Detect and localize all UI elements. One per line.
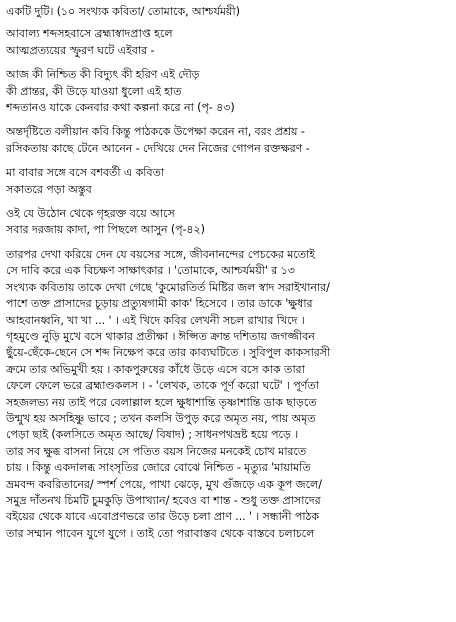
body-line: বইয়ের থেকে যাবে এবোপ্রণভরে তার উড়ে চলা প্রাণ ... ' । সন্ধানী পাঠক	[6, 510, 320, 524]
body-line: পেড়া ছাই (কলসিতে অমৃত আছে/ বিষাদ) ; সাধনপথভ্রষ্ট হয়ে পড়ে ।	[6, 428, 299, 442]
body-line: ফেলে ফেলে ভরে ব্রহ্মাণ্ডকলস । - 'লেখক, তাকে পূর্ণ করো ঘটে' । পূর্ণতা	[6, 379, 319, 393]
quote-line: আজ কী নিশ্চিত কী বিদ্যুৎ কী হরিণ এই দৌড়	[6, 68, 200, 82]
quote-line: কী প্রান্তর, কী উড়ে যাওয়া ধুলো এই হাত	[6, 84, 182, 98]
quote-line: মা বাবার সঙ্গে বসে বশবর্তী এ কবিতা	[6, 166, 165, 180]
heading-line: একটি দুটি। (১০ সংখ্যক কবিতা/ তোমাকে, আশ্চর্যময়ী)	[6, 5, 240, 18]
quote-block-2	[6, 67, 450, 116]
body-line: ছুঁয়ে-ছেঁকে-ছেনে সে শব্দ নিক্ষেপ করে তার কাব্যঘটিতে । সুবিপুল কাকসারসী	[6, 346, 331, 360]
body-line: সমুদ্র দাঁতনখ চিমটি চুমকুড়ি উপাখ্যান/ হবেও বা শান্ত - শুধু তক্ত প্রাসাদের	[6, 493, 321, 507]
quote-line: সবার দরজায় কাদা, পা পিছলে আসুন (পৃ-৪২)	[6, 223, 205, 237]
body-line: উন্মুখ হয় অসহিষ্ণু ভাবে ; তখন কলসি উপুড় করে অমৃত নয়, পায় অমৃত	[6, 411, 316, 425]
body-line: সহজলভ্য নয় তাই পরে বেলাল্লাল হলে ক্ষুধাশান্তি তৃষ্ণাশান্তি ডাক ছাড়তে	[6, 395, 317, 409]
quote-line: ওই যে উঠোন থেকে গৃহরক্ত বয়ে আসে	[6, 207, 175, 221]
body-line: গৃহমুণ্ডে নুড়ি মুখে বসে থাকার প্রতীক্ষা । ঈপ্সিত ক্রান্ত দশিতায় জগজ্জীবন	[6, 329, 315, 343]
quote-line: সকাতরে পড়া অস্তুব	[6, 182, 92, 196]
body-line: সে দাবি করে এক বিচক্ষণ সাক্ষাৎকার । 'তোমাকে, আশ্চর্যময়ী' র ১৩	[6, 264, 295, 278]
body-line: ভ্রমবন্দ কবরিতানের/ স্পর্শ পেয়ে, পাখা ঝেড়ে, মুখ গুঁজড়ে এক কূপ জলে/	[6, 477, 322, 491]
paragraph-1	[6, 124, 450, 157]
quote-line: শব্দতানও যাকে কেনবার কথা কল্পনা করে না (পৃ- ৪৩)	[6, 101, 235, 115]
body-line: পাশে তক্ত প্রাসাদের চূড়ায় প্রত্যুষগামী কাক' হিসেবে । তার ডাকে 'ক্ষুধার	[6, 297, 313, 311]
body-line: তার সব ক্ষুব্ধ বাসনা নিয়ে সে পতিত বয়স নিজের মনকেই চোখ মারতে	[6, 444, 307, 458]
body-line: অন্তর্দৃষ্টিতে বলীয়ান কবি কিন্তু পাঠককে উপেক্ষা করেন না, বরং প্রশ্রয় -	[6, 125, 305, 139]
body-line: চায় । কিন্তু একদালব্ধ সাংসৃতির জোরে বোঝে নিশ্চিত - মৃত্যুর 'মায়ামতি	[6, 461, 311, 475]
quote-block-3	[6, 165, 450, 198]
body-line: তার সম্মান পাবেন যুগে যুগে । তাই তো পরাবাস্তব থেকে বাস্তবে চলাচলে	[6, 526, 315, 540]
quote-line: আত্মপ্রত্যয়ের স্ফুরণ ঘটে এইবার -	[6, 43, 155, 57]
body-line: সংখ্যক কবিতায় তাকে দেখা গেছে 'কুমোরতির্ত মিষ্টির জল স্বাদ সরাইখানার/	[6, 280, 330, 294]
body-line: তারপর দেখা করিয়ে দেন যে বয়সের সঙ্গে, জীবনানন্দের পেচকের মতোই	[6, 247, 315, 261]
quote-block-1	[6, 26, 450, 59]
quote-block-4	[6, 206, 450, 239]
body-line: আহবানধ্বনি, খা খা ... ' । এই খিদে কবির লেখনী সচল রাখার খিদে ।	[6, 313, 305, 327]
body-line: রসিকতায় কাছে টেনে আনেন - দেখিয়ে দেন নিজের গোপন রক্তক্ষরণ -	[6, 141, 310, 155]
body-line: ক্রমে তার অভিমুখী হয় । কাকপুরুষের কাঁধে উড়ে এসে বসে কাক তারা	[6, 362, 305, 376]
paragraph-2	[6, 247, 450, 542]
quote-line: আবাল্য শব্দসহবাসে ব্রহ্মাস্বাদপ্রাপ্ত হলে	[6, 27, 173, 41]
